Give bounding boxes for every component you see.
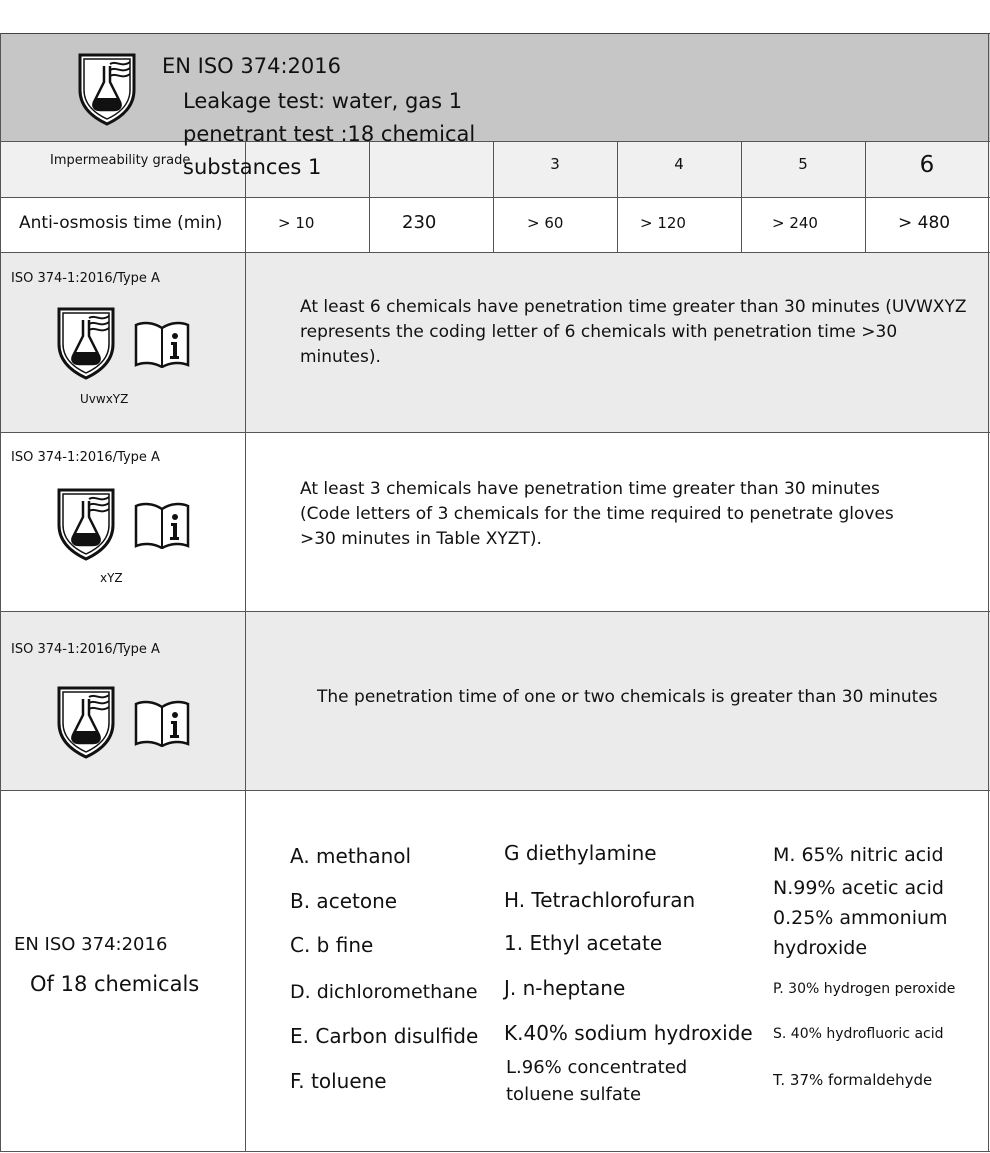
grade-cell: 4 [674, 155, 684, 173]
grade-cell: 3 [550, 155, 560, 173]
type-label: ISO 374-1:2016/Type A [11, 450, 160, 465]
chemical-item: J. n-heptane [504, 976, 626, 1000]
time-cell: > 60 [527, 214, 564, 232]
chemical-item: T. 37% formaldehyde [773, 1071, 933, 1089]
header-standard: EN ISO 374:2016 [162, 54, 341, 78]
chemicals-title-standard: EN ISO 374:2016 [14, 934, 168, 955]
grade-row-label: Impermeability grade [50, 153, 191, 168]
chemical-item: D. dichloromethane [290, 981, 478, 1003]
type-description-line: represents the coding letter of 6 chemicals with penetration time >30 [300, 322, 898, 342]
header-line-3: substances 1 [183, 155, 322, 179]
type-description-line: The penetration time of one or two chemicals is greater than 30 minutes [317, 687, 938, 707]
chemical-protection-shield-icon [54, 685, 118, 759]
type-description-line: At least 6 chemicals have penetration time greater than 30 minutes (UVWXYZ [300, 297, 967, 317]
type-description-line: At least 3 chemicals have penetration time greater than 30 minutes [300, 479, 880, 499]
time-cell: > 240 [772, 214, 818, 232]
chemical-item: hydroxide [773, 937, 868, 959]
chemical-item: N.99% acetic acid [773, 877, 944, 899]
chemical-protection-shield-icon [54, 487, 118, 561]
chemical-item: H. Tetrachlorofuran [504, 888, 696, 912]
time-row-label: Anti-osmosis time (min) [19, 213, 223, 233]
chemical-protection-shield-icon [54, 306, 118, 380]
header-line-1: Leakage test: water, gas 1 [183, 89, 463, 113]
information-manual-icon [133, 320, 191, 368]
chemical-item: toluene sulfate [506, 1084, 642, 1105]
type-description-line: minutes). [300, 347, 381, 367]
information-manual-icon [133, 699, 191, 747]
chemical-item: S. 40% hydrofluoric acid [773, 1026, 944, 1042]
chemical-item: C. b fine [290, 933, 374, 957]
type-description-line: (Code letters of 3 chemicals for the time required to penetrate gloves [300, 504, 894, 524]
chemical-item: 1. Ethyl acetate [504, 931, 663, 955]
chemical-item: A. methanol [290, 844, 412, 868]
time-cell: > 10 [278, 214, 315, 232]
type-label: ISO 374-1:2016/Type A [11, 271, 160, 286]
header-band [0, 33, 990, 141]
chemical-item: M. 65% nitric acid [773, 844, 944, 866]
type-code: UvwxYZ [80, 392, 129, 406]
time-cell: 230 [402, 212, 437, 233]
chemical-item: F. toluene [290, 1069, 387, 1093]
chemical-item: K.40% sodium hydroxide [504, 1021, 753, 1045]
grade-cell: 6 [919, 152, 935, 178]
type-description-line: >30 minutes in Table XYZT). [300, 529, 542, 549]
grade-cell: 5 [798, 155, 808, 173]
chemical-item: B. acetone [290, 889, 398, 913]
header-line-2: penetrant test :18 chemical [183, 122, 476, 146]
time-cell: > 480 [898, 213, 951, 233]
information-manual-icon [133, 501, 191, 549]
chemical-item: G diethylamine [504, 841, 657, 865]
type-label: ISO 374-1:2016/Type A [11, 642, 160, 657]
chemicals-title-count: Of 18 chemicals [30, 972, 200, 996]
type-code: xYZ [100, 571, 123, 585]
chemical-item: E. Carbon disulfide [290, 1024, 479, 1048]
chemical-item: L.96% concentrated [506, 1057, 688, 1078]
chemical-item: P. 30% hydrogen peroxide [773, 981, 956, 997]
chemical-item: 0.25% ammonium [773, 907, 948, 929]
time-cell: > 120 [640, 214, 686, 232]
chemical-protection-shield-icon [76, 52, 138, 126]
